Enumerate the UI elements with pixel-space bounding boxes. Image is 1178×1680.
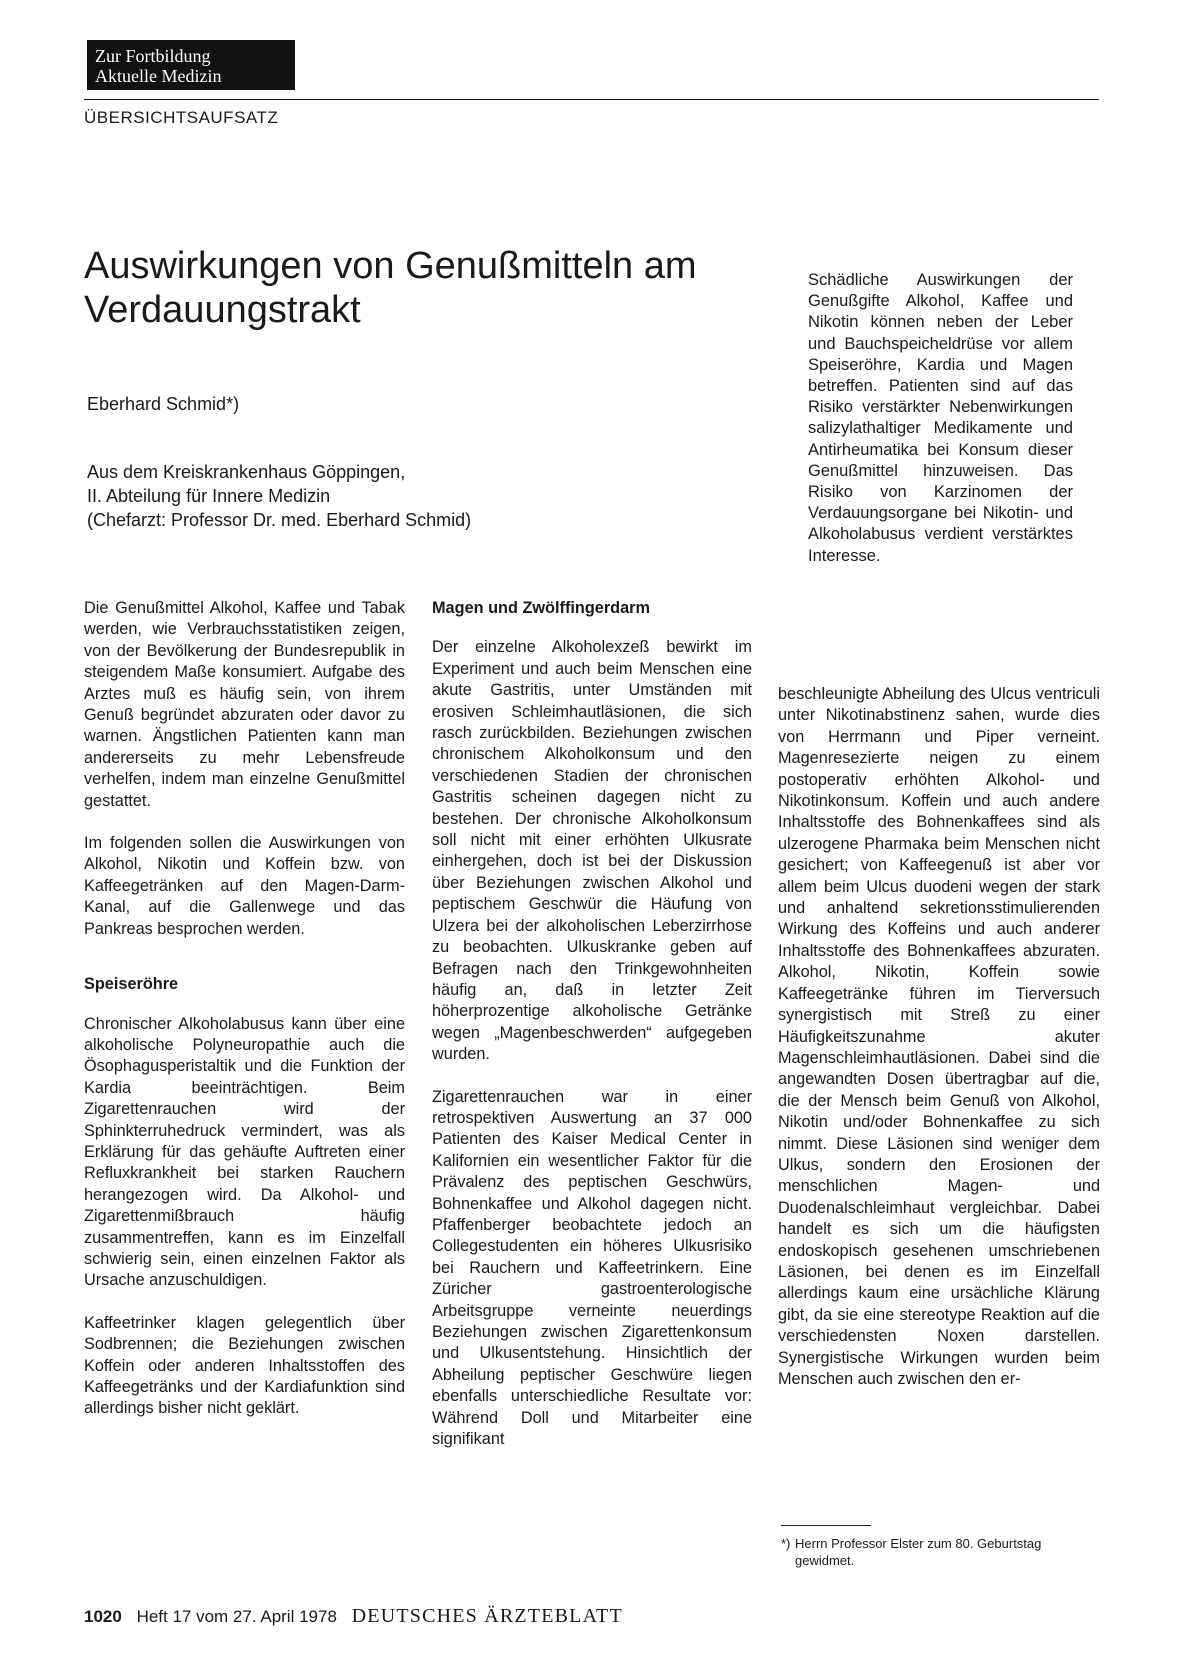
badge-line-2: Aktuelle Medizin: [95, 66, 222, 86]
article-abstract: Schädliche Auswirkungen der Genußgifte Alkohol, Kaffee und Nikotin können neben der Leber und Bauchspeicheldrüse vor allem Speiseröhre, Kardia und Magen betreffen. Patienten sind auf das Risiko verstärkter Nebenwirkungen salizylathaltiger Medikamente und Antirheumatika bei Konsum dieser Genußmittel hinzuweisen. Das Risiko von Karzinomen der Verdauungsorgane bei Nikotin- und Alkoholabusus verdient verstärktes Interesse.: [808, 271, 1073, 565]
badge-line-1: Zur Fortbildung: [95, 46, 211, 66]
series-badge: [87, 40, 295, 90]
paragraph: Chronischer Alkoholabusus kann über eine alkoholische Polyneuropathie auch die Ösophagusperistaltik und die Funktion der Kardia beeinträchtigen. Beim Zigarettenrauchen wird der Sphinkterruhedruck vermindert, was als Erklärung für das gehäufte Auftreten einer Refluxkrankheit bei starken Rauchern herangezogen wird. Da Alkohol- und Zigarettenmißbrauch häufig zusammentreffen, kann es im Einzelfall schwierig sein, einen einzelnen Faktor als Ursache anzuschuldigen.: [84, 1014, 405, 1290]
affiliation-line: Aus dem Kreiskrankenhaus Göppingen,: [87, 462, 406, 482]
footnote-text: Herrn Professor Elster zum 80. Geburtstag gewidmet.: [795, 1536, 1042, 1568]
section-label: ÜBERSICHTSAUFSATZ: [84, 108, 279, 127]
paragraph: Der einzelne Alkoholexzeß bewirkt im Experiment und auch beim Menschen eine akute Gastritis, unter Umständen mit erosiven Schleimhautläsionen, die sich rasch zurückbilden. Beziehungen zwischen chronischem Alkoholkonsum und den verschiedenen Stadien der chronischen Gastritis scheinen dagegen nicht zu bestehen. Der chronische Alkoholkonsum soll nicht mit einer erhöhten Ulkusrate einhergehen, doch ist bei der Diskussion über Beziehungen zwischen Alkohol und peptischem Geschwür die Häufung von Ulzera bei der alkoholischen Leberzirrhose zu beobachten. Ulkuskranke geben auf Befragen nach den Trinkgewohnheiten häufig an, daß in letzter Zeit höherprozentige alkoholische Getränke wegen „Magenbeschwerden“ aufgegeben wurden.: [432, 638, 752, 1064]
paragraph: Zigarettenrauchen war in einer retrospektiven Auswertung an 37 000 Patienten des Kaiser Medical Center in Kalifornien ein wesentlicher Faktor für die Prävalenz des peptischen Geschwürs, Bohnenkaffee und Alkohol dagegen nicht. Pfaffenberger beobachtete jedoch an Collegestudenten ein höheres Ulkusrisiko bei Rauchern und Kaffeetrinkern. Eine Züricher gastroenterologische Arbeitsgruppe verneinte neuerdings Beziehungen zwischen Zigarettenkonsum und Ulkusentstehung. Hinsichtlich der Abheilung peptischer Geschwüre liegen ebenfalls unterschiedliche Resultate vor: Während Doll und Mitarbeiter eine signifikant: [432, 1087, 752, 1449]
paragraph: Im folgenden sollen die Auswirkungen von Alkohol, Nikotin und Koffein bzw. von Kaffeegetränken auf den Magen-Darm-Kanal, auf die Gallenwege und das Pankreas besprochen werden.: [84, 834, 405, 938]
affiliation-line: (Chefarzt: Professor Dr. med. Eberhard Schmid): [87, 510, 472, 530]
affiliation-line: II. Abteilung für Innere Medizin: [87, 486, 331, 506]
page-number: 1020: [84, 1607, 122, 1626]
body-column-2: [432, 598, 752, 1471]
footnote-rule: [781, 1525, 871, 1526]
body-column-1: [84, 598, 405, 1441]
footnote: [781, 1535, 1101, 1569]
paragraph: beschleunigte Abheilung des Ulcus ventriculi unter Nikotinabstinenz sahen, wurde dies von Herrmann und Piper verneint. Magenresezierte neigen zu einem postoperativ erhöhten Alkohol- und Nikotinkonsum. Koffein und auch andere Inhaltsstoffe des Bohnenkaffees sind als ulzerogene Pharmaka beim Menschen nicht gesichert; von Kaffeegenuß ist aber vor allem beim Ulcus duodeni wegen der stark und anhaltend sekretionsstimulierenden Wirkung des Koffeins und auch anderer Inhaltsstoffe des Bohnenkaffees abzuraten. Alkohol, Nikotin, Koffein sowie Kaffeegetränke führen im Tierversuch synergistisch mit Streß zu einer Häufigkeitszunahme akuter Magenschleimhautläsionen. Dabei sind die angewandten Dosen übertragbar auf die, die der Mensch beim Genuß von Alkohol, Nikotin und/oder Bohnenkaffee zu sich nimmt. Diese Läsionen sind weniger dem Ulkus, sondern den Erosionen der menschlichen Magen- und Duodenalschleimhaut vergleichbar. Dabei handelt es sich um die häufigsten endoskopisch gesehenen umschriebenen Läsionen, bei denen es im Einzelfall allerdings kaum eine ursächliche Klärung gibt, da sie eine stereotype Reaktion auf die verschiedensten Noxen darstellen. Synergistische Wirkungen wurden beim Menschen auch zwischen den er-: [778, 685, 1100, 1388]
section-heading: Speiseröhre: [84, 975, 179, 994]
author-affiliation: [87, 460, 471, 532]
article-author: Eberhard Schmid*): [87, 394, 240, 414]
article-title: Auswirkungen von Genußmitteln am Verdauungstrakt: [84, 245, 697, 331]
issue-info: Heft 17 vom 27. April 1978: [136, 1607, 337, 1626]
paragraph: Die Genußmittel Alkohol, Kaffee und Tabak werden, wie Verbrauchsstatistiken zeigen, von der Bevölkerung der Bundesrepublik in steigendem Maße konsumiert. Aufgabe des Arztes muß es häufig sein, von ihrem Genuß begründet abzuraten oder davor zu warnen. Ängstlichen Patienten kann man andererseits zu mehr Lebensfreude verhelfen, indem man einzelne Genußmittel gestattet.: [84, 599, 405, 810]
footnote-mark: *): [781, 1536, 791, 1551]
journal-name: DEUTSCHES ÄRZTEBLATT: [351, 1605, 623, 1627]
page-footer: [84, 1605, 623, 1628]
section-heading: Magen und Zwölffingerdarm: [432, 599, 650, 617]
header-rule: [84, 99, 1099, 100]
paragraph: Kaffeetrinker klagen gelegentlich über Sodbrennen; die Beziehungen zwischen Koffein oder anderen Inhaltsstoffen des Kaffeegetränks und der Kardiafunktion sind allerdings bisher nicht geklärt.: [84, 1313, 405, 1418]
body-column-3: [778, 684, 1100, 1411]
